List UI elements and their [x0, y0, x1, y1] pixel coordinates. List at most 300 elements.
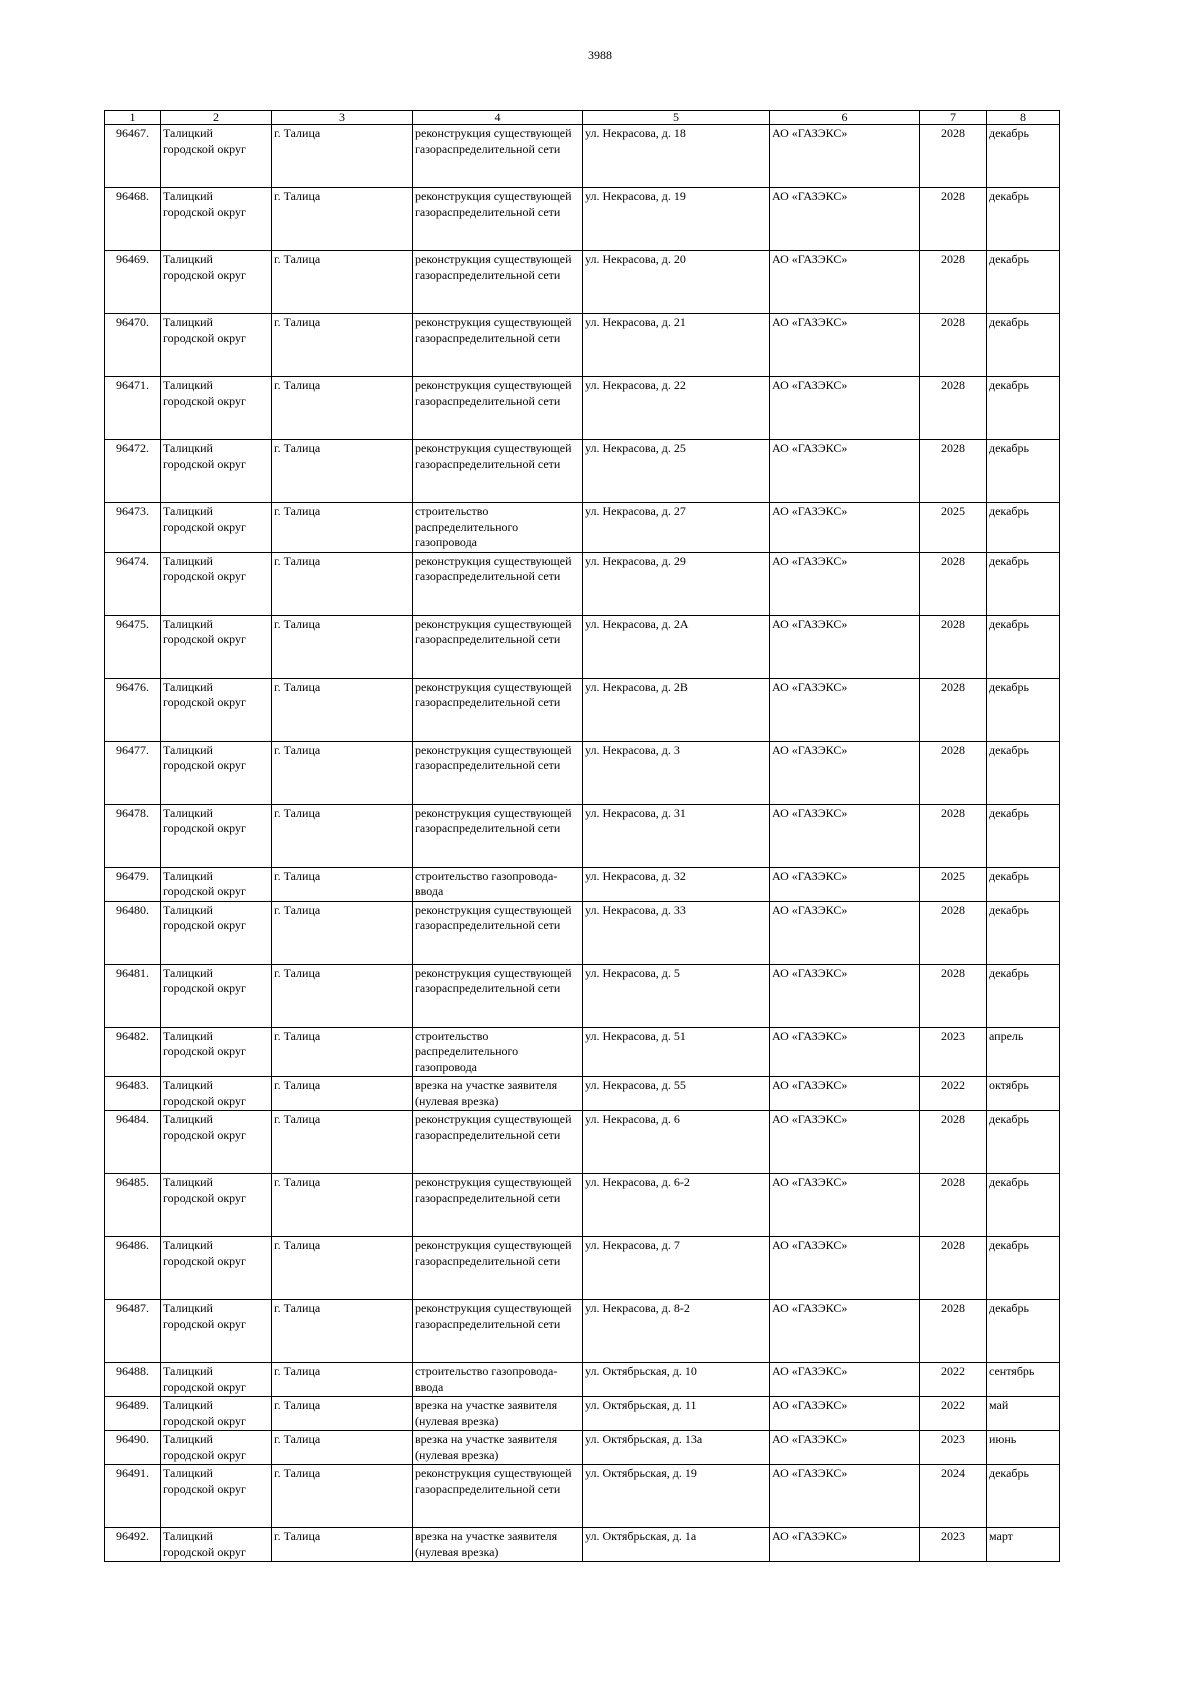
year-cell: 2023 — [920, 1027, 987, 1077]
month-cell: декабрь — [987, 964, 1060, 1027]
work-type-cell-line: газораспределительной сети — [415, 1190, 561, 1205]
work-type-cell — [413, 1465, 583, 1528]
month-cell: декабрь — [987, 125, 1060, 188]
address-cell: ул. Некрасова, д. 6-2 — [583, 1174, 770, 1237]
address-cell: ул. Октябрьская, д. 10 — [583, 1363, 770, 1397]
row-number: 96476. — [105, 678, 161, 741]
address-cell: ул. Некрасова, д. 29 — [583, 552, 770, 615]
work-type-cell-line: газораспределительной сети — [415, 981, 561, 995]
locality-cell: г. Талица — [272, 1528, 413, 1562]
year-cell: 2028 — [920, 1300, 987, 1363]
district-cell-line: Талицкий — [163, 1398, 213, 1412]
table-row — [105, 741, 1060, 804]
work-type-cell — [413, 1111, 583, 1174]
district-cell-line: Талицкий — [163, 1432, 213, 1446]
month-cell: сентябрь — [987, 1363, 1060, 1397]
organization-cell: АО «ГАЗЭКС» — [770, 1363, 920, 1397]
district-cell-line: Талицкий — [163, 1466, 213, 1480]
month-cell: декабрь — [987, 440, 1060, 503]
table-row — [105, 1237, 1060, 1300]
table-row — [105, 314, 1060, 377]
organization-cell: АО «ГАЗЭКС» — [770, 1431, 920, 1465]
year-cell: 2028 — [920, 804, 987, 867]
organization-cell: АО «ГАЗЭКС» — [770, 1111, 920, 1174]
work-type-cell — [413, 615, 583, 678]
address-cell: ул. Некрасова, д. 22 — [583, 377, 770, 440]
work-type-cell — [413, 125, 583, 188]
year-cell: 2028 — [920, 1111, 987, 1174]
row-number: 96483. — [105, 1077, 161, 1111]
work-type-cell-line: (нулевая врезка) — [415, 1093, 499, 1108]
month-cell: декабрь — [987, 1174, 1060, 1237]
district-cell — [161, 1111, 272, 1174]
table-row — [105, 125, 1060, 188]
district-cell-line: городской округ — [163, 141, 246, 156]
month-cell: декабрь — [987, 1111, 1060, 1174]
locality-cell: г. Талица — [272, 615, 413, 678]
address-cell: ул. Некрасова, д. 32 — [583, 867, 770, 901]
district-cell-line: городской округ — [163, 632, 246, 646]
locality-cell: г. Талица — [272, 1237, 413, 1300]
work-type-cell-line: врезка на участке заявителя — [415, 1078, 558, 1092]
address-cell: ул. Некрасова, д. 33 — [583, 901, 770, 964]
row-number: 96492. — [105, 1528, 161, 1562]
year-cell: 2028 — [920, 552, 987, 615]
month-cell: декабрь — [987, 741, 1060, 804]
column-number-row — [105, 111, 1060, 125]
month-cell: декабрь — [987, 901, 1060, 964]
district-cell — [161, 741, 272, 804]
district-cell-line: Талицкий — [163, 1238, 213, 1252]
work-type-cell — [413, 804, 583, 867]
organization-cell: АО «ГАЗЭКС» — [770, 1300, 920, 1363]
table-row — [105, 615, 1060, 678]
work-type-cell-line: ввода — [415, 884, 444, 898]
locality-cell: г. Талица — [272, 964, 413, 1027]
organization-cell: АО «ГАЗЭКС» — [770, 1397, 920, 1431]
district-cell-line: городской округ — [163, 456, 246, 471]
row-number: 96473. — [105, 503, 161, 553]
year-cell: 2028 — [920, 251, 987, 314]
locality-cell: г. Талица — [272, 377, 413, 440]
year-cell: 2028 — [920, 1174, 987, 1237]
work-type-cell — [413, 314, 583, 377]
column-header: 1 — [105, 111, 161, 125]
year-cell: 2024 — [920, 1465, 987, 1528]
address-cell: ул. Октябрьская, д. 11 — [583, 1397, 770, 1431]
district-cell-line: городской округ — [163, 821, 246, 835]
work-type-cell-line: реконструкция существующей — [415, 441, 572, 455]
month-cell: октябрь — [987, 1077, 1060, 1111]
year-cell: 2028 — [920, 125, 987, 188]
row-number: 96469. — [105, 251, 161, 314]
district-cell-line: городской округ — [163, 1253, 246, 1268]
work-type-cell-line: реконструкция существующей — [415, 252, 572, 266]
locality-cell: г. Талица — [272, 1077, 413, 1111]
organization-cell: АО «ГАЗЭКС» — [770, 615, 920, 678]
address-cell: ул. Некрасова, д. 55 — [583, 1077, 770, 1111]
locality-cell: г. Талица — [272, 1397, 413, 1431]
work-type-cell — [413, 1027, 583, 1077]
table-row — [105, 1111, 1060, 1174]
table-row — [105, 188, 1060, 251]
column-header: 3 — [272, 111, 413, 125]
organization-cell: АО «ГАЗЭКС» — [770, 1077, 920, 1111]
district-cell-line: Талицкий — [163, 965, 213, 980]
district-cell-line: Талицкий — [163, 441, 213, 455]
month-cell: декабрь — [987, 503, 1060, 553]
work-type-cell-line: газораспределительной сети — [415, 1127, 561, 1142]
district-cell-line: городской округ — [163, 1481, 246, 1496]
table-row — [105, 1077, 1060, 1111]
locality-cell: г. Талица — [272, 1431, 413, 1465]
district-cell — [161, 1397, 272, 1431]
organization-cell: АО «ГАЗЭКС» — [770, 503, 920, 553]
district-cell-line: городской округ — [163, 884, 246, 898]
work-type-cell-line: (нулевая врезка) — [415, 1413, 499, 1428]
year-cell: 2028 — [920, 741, 987, 804]
work-type-cell-line: газораспределительной сети — [415, 632, 561, 646]
district-cell-line: городской округ — [163, 758, 246, 772]
address-cell: ул. Некрасова, д. 18 — [583, 125, 770, 188]
address-cell: ул. Некрасова, д. 5 — [583, 964, 770, 1027]
row-number: 96484. — [105, 1111, 161, 1174]
page-number: 3988 — [588, 48, 612, 62]
district-cell-line: Талицкий — [163, 378, 213, 392]
work-type-cell-line: реконструкция существующей — [415, 315, 572, 329]
row-number: 96480. — [105, 901, 161, 964]
locality-cell: г. Талица — [272, 440, 413, 503]
work-type-cell-line: газопровода — [415, 1059, 478, 1074]
row-number: 96489. — [105, 1397, 161, 1431]
locality-cell: г. Талица — [272, 503, 413, 553]
district-cell — [161, 1027, 272, 1077]
year-cell: 2028 — [920, 440, 987, 503]
table-row — [105, 804, 1060, 867]
registry-body — [105, 125, 1060, 1562]
district-cell — [161, 1300, 272, 1363]
work-type-cell-line: врезка на участке заявителя — [415, 1432, 558, 1446]
work-type-cell-line: газораспределительной сети — [415, 204, 561, 219]
row-number: 96470. — [105, 314, 161, 377]
work-type-cell-line: строительство — [415, 504, 489, 518]
month-cell: апрель — [987, 1027, 1060, 1077]
month-cell: декабрь — [987, 1465, 1060, 1528]
table-row — [105, 552, 1060, 615]
address-cell: ул. Октябрьская, д. 1а — [583, 1528, 770, 1562]
district-cell — [161, 377, 272, 440]
work-type-cell — [413, 251, 583, 314]
year-cell: 2028 — [920, 314, 987, 377]
address-cell: ул. Октябрьская, д. 19 — [583, 1465, 770, 1528]
organization-cell: АО «ГАЗЭКС» — [770, 1237, 920, 1300]
work-type-cell-line: реконструкция существующей — [415, 126, 572, 140]
district-cell-line: Талицкий — [163, 1175, 213, 1189]
district-cell-line: городской округ — [163, 569, 246, 583]
address-cell: ул. Некрасова, д. 31 — [583, 804, 770, 867]
work-type-cell-line: реконструкция существующей — [415, 378, 572, 392]
work-type-cell-line: реконструкция существующей — [415, 742, 572, 757]
organization-cell: АО «ГАЗЭКС» — [770, 1174, 920, 1237]
work-type-cell-line: (нулевая врезка) — [415, 1544, 499, 1559]
column-header: 5 — [583, 111, 770, 125]
district-cell-line: городской округ — [163, 330, 246, 345]
district-cell-line: Талицкий — [163, 1028, 213, 1043]
table-row — [105, 1027, 1060, 1077]
organization-cell: АО «ГАЗЭКС» — [770, 1027, 920, 1077]
work-type-cell-line: реконструкция существующей — [415, 1112, 572, 1126]
table-row — [105, 678, 1060, 741]
address-cell: ул. Некрасова, д. 19 — [583, 188, 770, 251]
district-cell — [161, 1363, 272, 1397]
organization-cell: АО «ГАЗЭКС» — [770, 678, 920, 741]
address-cell: ул. Некрасова, д. 2А — [583, 615, 770, 678]
month-cell: декабрь — [987, 377, 1060, 440]
organization-cell: АО «ГАЗЭКС» — [770, 901, 920, 964]
row-number: 96477. — [105, 741, 161, 804]
district-cell-line: Талицкий — [163, 189, 213, 203]
column-header: 4 — [413, 111, 583, 125]
work-type-cell — [413, 552, 583, 615]
district-cell-line: Талицкий — [163, 315, 213, 329]
table-row — [105, 1174, 1060, 1237]
work-type-cell-line: ввода — [415, 1379, 444, 1394]
locality-cell: г. Талица — [272, 251, 413, 314]
row-number: 96481. — [105, 964, 161, 1027]
work-type-cell-line: газораспределительной сети — [415, 695, 561, 709]
organization-cell: АО «ГАЗЭКС» — [770, 1465, 920, 1528]
work-type-cell-line: газораспределительной сети — [415, 918, 561, 932]
locality-cell: г. Талица — [272, 1111, 413, 1174]
work-type-cell-line: реконструкция существующей — [415, 965, 572, 980]
address-cell: ул. Некрасова, д. 6 — [583, 1111, 770, 1174]
organization-cell: АО «ГАЗЭКС» — [770, 314, 920, 377]
organization-cell: АО «ГАЗЭКС» — [770, 964, 920, 1027]
work-type-cell-line: газораспределительной сети — [415, 456, 561, 471]
district-cell-line: Талицкий — [163, 1078, 213, 1092]
address-cell: ул. Октябрьская, д. 13а — [583, 1431, 770, 1465]
table-row — [105, 964, 1060, 1027]
district-cell-line: Талицкий — [163, 126, 213, 140]
year-cell: 2025 — [920, 503, 987, 553]
address-cell: ул. Некрасова, д. 2В — [583, 678, 770, 741]
table-row — [105, 1528, 1060, 1562]
table-row — [105, 1431, 1060, 1465]
column-header: 6 — [770, 111, 920, 125]
district-cell — [161, 901, 272, 964]
work-type-cell-line: распределительного — [415, 1044, 519, 1058]
district-cell — [161, 1528, 272, 1562]
month-cell: декабрь — [987, 804, 1060, 867]
work-type-cell-line: реконструкция существующей — [415, 679, 572, 694]
table-row — [105, 1300, 1060, 1363]
district-cell — [161, 314, 272, 377]
district-cell-line: городской округ — [163, 267, 246, 282]
work-type-cell-line: строительство — [415, 1028, 489, 1043]
organization-cell: АО «ГАЗЭКС» — [770, 188, 920, 251]
locality-cell: г. Талица — [272, 1300, 413, 1363]
table-row — [105, 503, 1060, 553]
address-cell: ул. Некрасова, д. 21 — [583, 314, 770, 377]
district-cell-line: городской округ — [163, 393, 246, 408]
month-cell: март — [987, 1528, 1060, 1562]
work-type-cell-line: реконструкция существующей — [415, 1466, 572, 1480]
district-cell-line: Талицкий — [163, 902, 213, 917]
work-type-cell-line: газораспределительной сети — [415, 569, 561, 583]
work-type-cell-line: (нулевая врезка) — [415, 1447, 499, 1462]
work-type-cell-line: врезка на участке заявителя — [415, 1398, 558, 1412]
work-type-cell-line: газораспределительной сети — [415, 393, 561, 408]
month-cell: декабрь — [987, 615, 1060, 678]
month-cell: декабрь — [987, 1237, 1060, 1300]
district-cell-line: городской округ — [163, 1316, 246, 1331]
row-number: 96490. — [105, 1431, 161, 1465]
row-number: 96468. — [105, 188, 161, 251]
work-type-cell-line: реконструкция существующей — [415, 805, 572, 820]
district-cell — [161, 1431, 272, 1465]
locality-cell: г. Талица — [272, 1363, 413, 1397]
work-type-cell-line: врезка на участке заявителя — [415, 1529, 558, 1543]
work-type-cell — [413, 1431, 583, 1465]
district-cell-line: городской округ — [163, 918, 246, 932]
district-cell-line: Талицкий — [163, 252, 213, 266]
district-cell-line: городской округ — [163, 1413, 246, 1428]
district-cell — [161, 1077, 272, 1111]
district-cell-line: городской округ — [163, 1544, 246, 1559]
year-cell: 2028 — [920, 901, 987, 964]
locality-cell: г. Талица — [272, 1465, 413, 1528]
year-cell: 2022 — [920, 1397, 987, 1431]
district-cell — [161, 1237, 272, 1300]
work-type-cell-line: газораспределительной сети — [415, 758, 561, 772]
district-cell — [161, 867, 272, 901]
district-cell-line: городской округ — [163, 1044, 246, 1058]
month-cell: декабрь — [987, 867, 1060, 901]
work-type-cell-line: газораспределительной сети — [415, 821, 561, 835]
work-type-cell — [413, 867, 583, 901]
year-cell: 2028 — [920, 188, 987, 251]
district-cell — [161, 251, 272, 314]
month-cell: декабрь — [987, 552, 1060, 615]
address-cell: ул. Некрасова, д. 20 — [583, 251, 770, 314]
column-header: 2 — [161, 111, 272, 125]
district-cell-line: Талицкий — [163, 1301, 213, 1315]
year-cell: 2022 — [920, 1077, 987, 1111]
row-number: 96467. — [105, 125, 161, 188]
work-type-cell — [413, 1174, 583, 1237]
district-cell — [161, 503, 272, 553]
locality-cell: г. Талица — [272, 1174, 413, 1237]
row-number: 96474. — [105, 552, 161, 615]
organization-cell: АО «ГАЗЭКС» — [770, 125, 920, 188]
row-number: 96478. — [105, 804, 161, 867]
work-type-cell-line: реконструкция существующей — [415, 902, 572, 917]
month-cell: декабрь — [987, 251, 1060, 314]
work-type-cell-line: реконструкция существующей — [415, 1175, 572, 1189]
district-cell-line: городской округ — [163, 981, 246, 995]
row-number: 96479. — [105, 867, 161, 901]
table-row — [105, 1363, 1060, 1397]
year-cell: 2028 — [920, 377, 987, 440]
district-cell — [161, 1465, 272, 1528]
table-row — [105, 901, 1060, 964]
district-cell — [161, 678, 272, 741]
district-cell — [161, 615, 272, 678]
year-cell: 2023 — [920, 1431, 987, 1465]
district-cell-line: Талицкий — [163, 553, 213, 568]
organization-cell: АО «ГАЗЭКС» — [770, 867, 920, 901]
district-cell-line: городской округ — [163, 204, 246, 219]
district-cell-line: Талицкий — [163, 504, 213, 518]
column-header: 7 — [920, 111, 987, 125]
organization-cell: АО «ГАЗЭКС» — [770, 552, 920, 615]
work-type-cell-line: реконструкция существующей — [415, 1238, 572, 1252]
row-number: 96486. — [105, 1237, 161, 1300]
locality-cell: г. Талица — [272, 188, 413, 251]
locality-cell: г. Талица — [272, 804, 413, 867]
work-type-cell — [413, 678, 583, 741]
district-cell-line: городской округ — [163, 519, 246, 534]
year-cell: 2028 — [920, 964, 987, 1027]
address-cell: ул. Некрасова, д. 3 — [583, 741, 770, 804]
district-cell-line: городской округ — [163, 1190, 246, 1205]
district-cell — [161, 1174, 272, 1237]
work-type-cell-line: строительство газопровода- — [415, 868, 558, 883]
row-number: 96471. — [105, 377, 161, 440]
locality-cell: г. Талица — [272, 1027, 413, 1077]
work-type-cell-line: распределительного — [415, 519, 519, 534]
district-cell — [161, 804, 272, 867]
district-cell-line: Талицкий — [163, 679, 213, 694]
work-type-cell — [413, 1363, 583, 1397]
work-type-cell — [413, 901, 583, 964]
table-row — [105, 251, 1060, 314]
district-cell-line: городской округ — [163, 1447, 246, 1462]
organization-cell: АО «ГАЗЭКС» — [770, 804, 920, 867]
district-cell-line: городской округ — [163, 1379, 246, 1394]
work-type-cell-line: газораспределительной сети — [415, 141, 561, 156]
work-type-cell-line: газораспределительной сети — [415, 1316, 561, 1331]
registry-table — [104, 110, 1060, 1562]
address-cell: ул. Некрасова, д. 8-2 — [583, 1300, 770, 1363]
row-number: 96475. — [105, 615, 161, 678]
organization-cell: АО «ГАЗЭКС» — [770, 1528, 920, 1562]
district-cell-line: Талицкий — [163, 1364, 213, 1378]
work-type-cell — [413, 964, 583, 1027]
district-cell — [161, 552, 272, 615]
locality-cell: г. Талица — [272, 867, 413, 901]
year-cell: 2028 — [920, 678, 987, 741]
month-cell: декабрь — [987, 1300, 1060, 1363]
district-cell — [161, 964, 272, 1027]
work-type-cell — [413, 1077, 583, 1111]
organization-cell: АО «ГАЗЭКС» — [770, 440, 920, 503]
row-number: 96488. — [105, 1363, 161, 1397]
table-row — [105, 1397, 1060, 1431]
row-number: 96485. — [105, 1174, 161, 1237]
district-cell-line: Талицкий — [163, 1529, 213, 1543]
organization-cell: АО «ГАЗЭКС» — [770, 741, 920, 804]
work-type-cell-line: реконструкция существующей — [415, 616, 572, 631]
address-cell: ул. Некрасова, д. 51 — [583, 1027, 770, 1077]
work-type-cell — [413, 1528, 583, 1562]
locality-cell: г. Талица — [272, 125, 413, 188]
work-type-cell-line: газораспределительной сети — [415, 330, 561, 345]
work-type-cell — [413, 741, 583, 804]
district-cell-line: городской округ — [163, 695, 246, 709]
district-cell-line: Талицкий — [163, 805, 213, 820]
year-cell: 2022 — [920, 1363, 987, 1397]
